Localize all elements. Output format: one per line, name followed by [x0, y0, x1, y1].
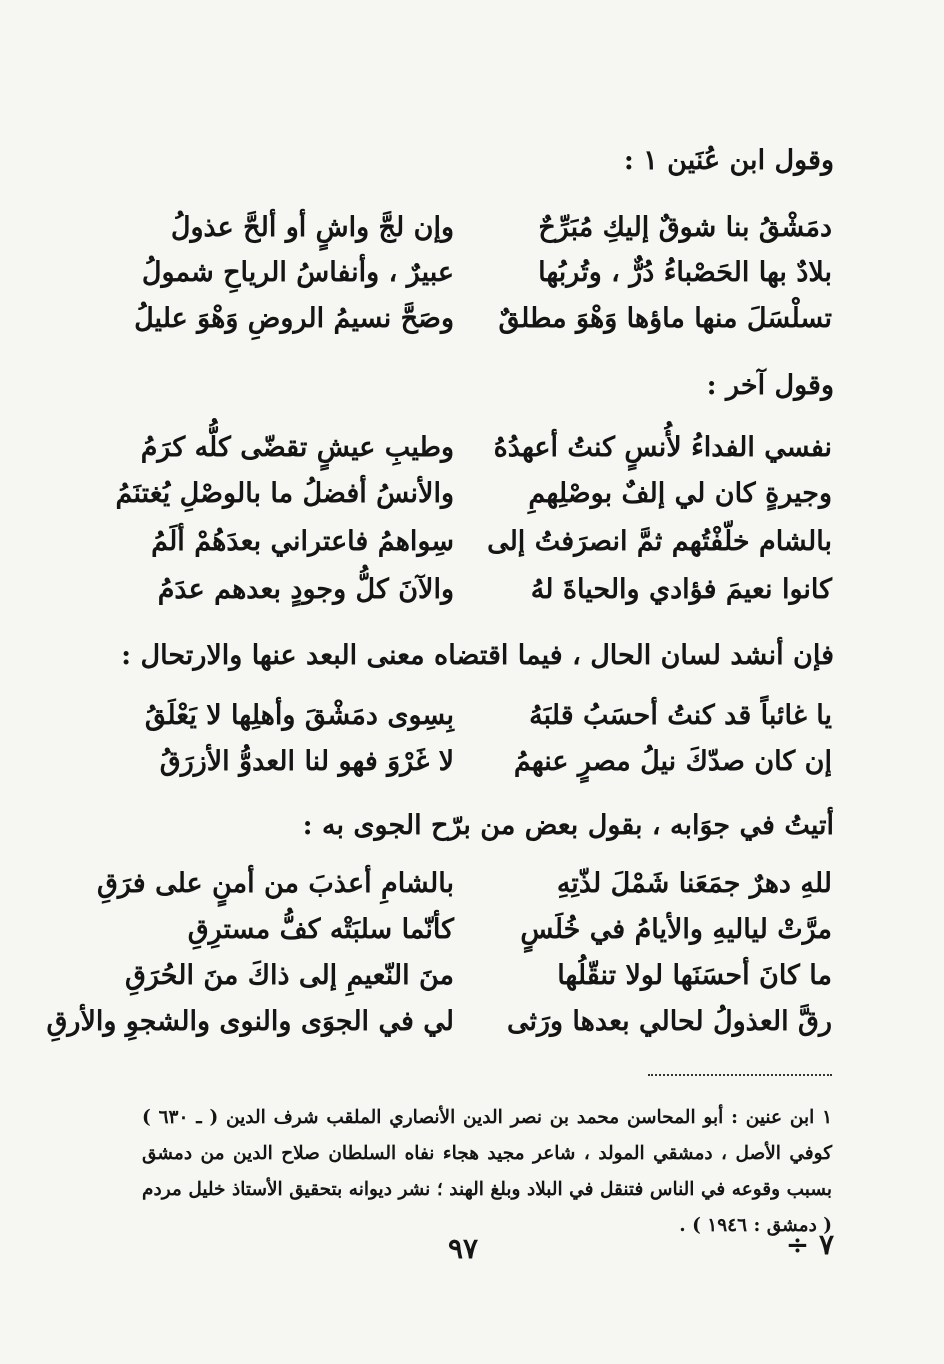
verse-second-hemistich: عبيرٌ ، وأنفاسُ الرياحِ شمولُ — [141, 257, 454, 288]
verse-first-hemistich: نفسي الفداءُ لأُنسٍ كنتُ أعهدُهُ — [493, 432, 832, 463]
section-intro-reply: أتيتُ في جوَابه ، بقول بعض من برّح الجوى به : — [302, 810, 834, 841]
verse-first-hemistich: بالشام خلّفْتُهم ثمَّ انصرَفتُ إلى — [487, 526, 832, 557]
verse-first-hemistich: للهِ دهرٌ جمَعَنا شَمْلَ لذّتِهِ — [556, 868, 832, 899]
verse-second-hemistich: لا غَرْوَ فهو لنا العدوُّ الأزرَقُ — [159, 746, 454, 777]
verse-second-hemistich: سِواهمُ فاعتراني بعدَهُمْ ألَمُ — [151, 526, 454, 557]
verse-first-hemistich: يا غائباً قد كنتُ أحسَبُ قلبَهُ — [529, 700, 832, 731]
verse-first-hemistich: دمَشْقُ بنا شوقٌ إليكِ مُبَرِّحٌ — [538, 212, 832, 243]
section-intro-another: وقول آخر : — [706, 370, 834, 401]
section-intro-ibn-unayn: وقول ابن عُنَين ١ : — [623, 145, 834, 176]
verse-second-hemistich: منَ النّعيمِ إلى ذاكَ منَ الحُرَقِ — [124, 960, 454, 991]
page-number: ٩٧ — [448, 1232, 479, 1265]
verse-first-hemistich: تسلْسَلَ منها ماؤها وَهْوَ مطلقٌ — [498, 303, 832, 334]
verse-second-hemistich: والأنسُ أفضلُ ما بالوصْلِ يُغتنَمُ — [115, 478, 454, 509]
verse-first-hemistich: كانوا نعيمَ فؤادي والحياةَ لهُ — [530, 574, 832, 605]
footnote-divider — [648, 1074, 832, 1076]
verse-second-hemistich: وصَحَّ نسيمُ الروضِ وَهْوَ عليلُ — [134, 303, 454, 334]
verse-second-hemistich: وطيبِ عيشٍ تقضّى كلُّه كرَمُ — [140, 432, 454, 463]
verse-second-hemistich: وإن لجَّ واشٍ أو ألحَّ عذولُ — [170, 212, 454, 243]
signature-mark: ٧ ÷ — [785, 1228, 834, 1261]
verse-first-hemistich: إن كان صدّكَ نيلُ مصرٍ عنهمُ — [513, 746, 832, 777]
verse-second-hemistich: لي في الجوَى والنوى والشجوِ والأرقِ — [46, 1006, 454, 1037]
verse-second-hemistich: بالشامِ أعذبَ من أمنٍ على فرَقِ — [96, 868, 454, 899]
verse-second-hemistich: بِسِوى دمَشْقَ وأهلِها لا يَعْلَقُ — [144, 700, 454, 731]
verse-first-hemistich: ما كانَ أحسَنَها لولا تنقّلُها — [557, 960, 832, 991]
verse-first-hemistich: بلادٌ بها الحَصْباءُ دُرٌّ ، وتُربُها — [538, 257, 832, 288]
verse-first-hemistich: وجيرةٍ كان لي إلفٌ بوصْلِهمِ — [528, 478, 832, 509]
verse-second-hemistich: والآنَ كلُّ وجودٍ بعدهم عدَمُ — [157, 574, 454, 605]
section-intro-lisan-al-hal: فإن أنشد لسان الحال ، فيما اقتضاه معنى البعد عنها والارتحال : — [121, 640, 834, 671]
verse-second-hemistich: كأنّما سلبَتْه كفُّ مسترِقِ — [187, 914, 454, 945]
verse-first-hemistich: رقَّ العذولُ لحالي بعدها ورَثى — [506, 1006, 832, 1037]
footnote: ١ ابن عنين : أبو المحاسن محمد بن نصر الدين الأنصاري الملقب شرف الدين ( ـ ٦٣٠ ) كوفي الأصل ، دمشقي المولد ، شاعر مجيد هجاء نفاه السلطان صلاح الدين من دمشق بسبب وقوعه في الناس فتنقل في البلاد وبلغ الهند ؛ نشر ديوانه بتحقيق الأستاذ خليل مردم ( دمشق : ١٩٤٦ ) . — [142, 1107, 832, 1236]
verse-first-hemistich: مرَّتْ لياليهِ والأيامُ في خُلَسٍ — [520, 914, 832, 945]
